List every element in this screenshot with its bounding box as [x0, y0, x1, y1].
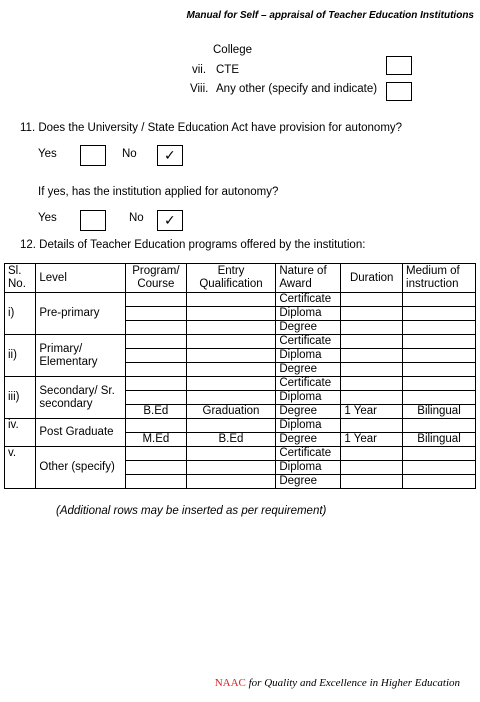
cell-entry[interactable] [186, 321, 276, 335]
cell-award: Certificate [276, 293, 341, 307]
header-duration: Duration [341, 264, 403, 293]
cell-medium[interactable] [403, 307, 476, 321]
table-row [5, 335, 476, 349]
cell-program[interactable] [126, 363, 187, 377]
header-level: Level [36, 264, 126, 293]
cell-sl: i) [5, 293, 36, 335]
cell-award: Degree [276, 321, 341, 335]
option-viii-checkbox[interactable] [386, 82, 412, 101]
cell-award: Degree [276, 433, 341, 447]
q11-followup-question: If yes, has the institution applied for autonomy? [38, 186, 279, 198]
cell-sl: iii) [5, 377, 36, 419]
q11-followup-no-label: No [129, 212, 144, 224]
cell-medium[interactable]: Bilingual [403, 405, 476, 419]
cell-sl: v. [5, 447, 36, 489]
q11-no-checkmark: ✓ [164, 147, 176, 163]
cell-entry[interactable] [186, 377, 276, 391]
cell-duration[interactable] [341, 461, 403, 475]
cell-duration[interactable] [341, 419, 403, 433]
cell-medium[interactable] [403, 447, 476, 461]
header-program-course: Program/ Course [126, 264, 187, 293]
cell-entry[interactable] [186, 475, 276, 489]
option-viii-label: Any other (specify and indicate) [216, 83, 378, 95]
cell-duration[interactable]: 1 Year [341, 405, 403, 419]
cell-entry[interactable]: B.Ed [186, 433, 276, 447]
page-header: Manual for Self – appraisal of Teacher Education Institutions [186, 10, 474, 21]
programs-table [4, 263, 476, 489]
cell-medium[interactable] [403, 475, 476, 489]
cell-entry[interactable] [186, 461, 276, 475]
option-vii-number: vii. [192, 64, 207, 76]
cell-duration[interactable] [341, 475, 403, 489]
cell-medium[interactable] [403, 363, 476, 377]
cell-entry[interactable] [186, 447, 276, 461]
cell-level: Primary/ Elementary [36, 335, 126, 377]
cell-program[interactable]: M.Ed [126, 433, 187, 447]
q11-no-label: No [122, 148, 137, 160]
option-vii-checkbox[interactable] [386, 56, 412, 75]
cell-duration[interactable]: 1 Year [341, 433, 403, 447]
cell-award: Diploma [276, 419, 341, 433]
cell-level: Secondary/ Sr. secondary [36, 377, 126, 419]
cell-sl: iv. [5, 419, 36, 447]
table-row [5, 377, 476, 391]
cell-program[interactable]: B.Ed [126, 405, 187, 419]
cell-sl: ii) [5, 335, 36, 377]
question-12: 12. Details of Teacher Education programs offered by the institution: [20, 239, 366, 251]
cell-entry[interactable] [186, 419, 276, 433]
footer-tagline: for Quality and Excellence in Higher Education [248, 677, 460, 689]
header-nature-of-award: Nature of Award [276, 264, 341, 293]
cell-medium[interactable] [403, 461, 476, 475]
cell-medium[interactable] [403, 293, 476, 307]
cell-award: Diploma [276, 461, 341, 475]
cell-duration[interactable] [341, 335, 403, 349]
cell-medium[interactable] [403, 377, 476, 391]
cell-program[interactable] [126, 447, 187, 461]
header-sl-no: Sl. No. [5, 264, 36, 293]
cell-duration[interactable] [341, 377, 403, 391]
cell-medium[interactable] [403, 335, 476, 349]
cell-award: Certificate [276, 335, 341, 349]
cell-duration[interactable] [341, 321, 403, 335]
cell-entry[interactable] [186, 335, 276, 349]
q11-followup-no-checkmark: ✓ [164, 212, 176, 228]
cell-duration[interactable] [341, 307, 403, 321]
table-row [5, 447, 476, 461]
page-footer [215, 677, 460, 689]
cell-award: Degree [276, 475, 341, 489]
table-header-row [5, 264, 476, 293]
table-row [5, 293, 476, 307]
cell-level: Pre-primary [36, 293, 126, 335]
cell-medium[interactable] [403, 349, 476, 363]
question-11: 11. Does the University / State Education Act have provision for autonomy? [20, 122, 403, 134]
cell-medium[interactable]: Bilingual [403, 433, 476, 447]
option-college-label: College [213, 44, 252, 56]
cell-program[interactable] [126, 377, 187, 391]
cell-award: Diploma [276, 349, 341, 363]
cell-medium[interactable] [403, 321, 476, 335]
cell-award: Degree [276, 405, 341, 419]
q11-no-checkbox[interactable] [157, 145, 183, 166]
cell-duration[interactable] [341, 391, 403, 405]
cell-duration[interactable] [341, 293, 403, 307]
cell-program[interactable] [126, 461, 187, 475]
cell-duration[interactable] [341, 349, 403, 363]
option-viii-number: Viii. [190, 83, 209, 95]
cell-entry[interactable] [186, 307, 276, 321]
cell-program[interactable] [126, 419, 187, 433]
cell-award: Certificate [276, 377, 341, 391]
cell-award: Diploma [276, 307, 341, 321]
footer-naac-logo-text: NAAC [214, 677, 246, 689]
q11-followup-yes-checkbox[interactable] [80, 210, 106, 231]
cell-entry[interactable] [186, 363, 276, 377]
q11-followup-yes-label: Yes [38, 212, 57, 224]
cell-duration[interactable] [341, 363, 403, 377]
cell-medium[interactable] [403, 391, 476, 405]
q11-yes-label: Yes [38, 148, 57, 160]
cell-duration[interactable] [341, 447, 403, 461]
cell-level: Other (specify) [36, 447, 126, 489]
cell-program[interactable] [126, 293, 187, 307]
cell-program[interactable] [126, 335, 187, 349]
q11-yes-checkbox[interactable] [80, 145, 106, 166]
cell-program[interactable] [126, 391, 187, 405]
cell-program[interactable] [126, 475, 187, 489]
cell-program[interactable] [126, 321, 187, 335]
option-vii-label: CTE [216, 64, 239, 76]
cell-entry[interactable] [186, 349, 276, 363]
cell-award: Diploma [276, 391, 341, 405]
table-note: (Additional rows may be inserted as per requirement) [56, 505, 327, 517]
table-row [5, 419, 476, 433]
cell-entry[interactable] [186, 293, 276, 307]
cell-program[interactable] [126, 307, 187, 321]
cell-entry[interactable] [186, 391, 276, 405]
header-medium-of-instruction: Medium of instruction [403, 264, 476, 293]
cell-program[interactable] [126, 349, 187, 363]
q11-followup-no-checkbox[interactable] [157, 210, 183, 231]
cell-medium[interactable] [403, 419, 476, 433]
header-entry-qualification: Entry Qualification [186, 264, 276, 293]
cell-award: Degree [276, 363, 341, 377]
cell-entry[interactable]: Graduation [186, 405, 276, 419]
cell-award: Certificate [276, 447, 341, 461]
cell-level: Post Graduate [36, 419, 126, 447]
